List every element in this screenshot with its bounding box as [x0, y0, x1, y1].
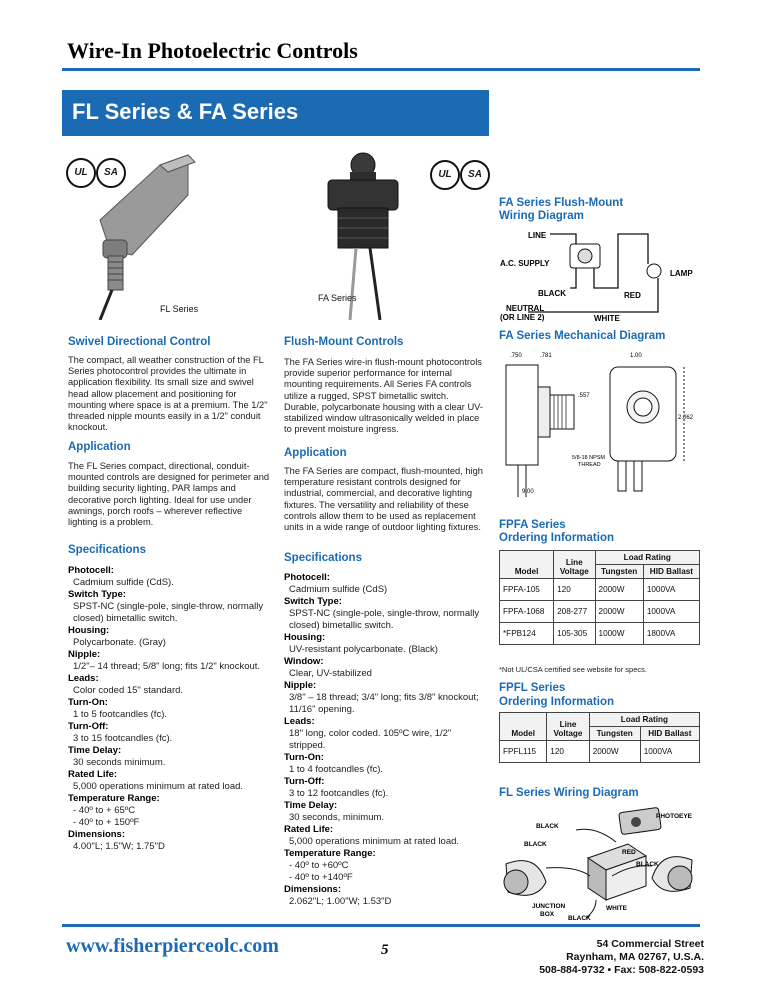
fa-spec-label: Turn-On:: [284, 752, 324, 763]
fl-spec-label: Photocell:: [68, 565, 114, 576]
fa-spec-heading: Specifications: [284, 552, 362, 564]
cell: 2000W: [595, 579, 643, 601]
footer-rule: [62, 924, 700, 927]
dim-label: 1.00: [630, 353, 642, 359]
neutral-line-1: NEUTRAL: [506, 304, 545, 313]
fa-spec-value: 30 seconds, minimum.: [289, 812, 385, 823]
fl-spec-value: Polycarbonate. (Gray): [73, 637, 166, 648]
fa-spec-value: SPST-NC (single-pole, single-throw, normally closed) bimetallic switch.: [289, 608, 480, 631]
fl-specs: [68, 565, 268, 853]
thread-label: [572, 455, 607, 468]
neutral-line-2: (OR LINE 2): [500, 313, 545, 322]
csa-logo-icon: SA: [96, 158, 126, 188]
fl-wire-white: WHITE: [606, 905, 627, 912]
thread-line-1: 5/8-18 NPSM: [572, 455, 606, 461]
fa-mechanical-title: FA Series Mechanical Diagram: [499, 330, 666, 342]
ul-logo-icon-2: UL: [430, 160, 460, 190]
fa-spec-label: Leads:: [284, 716, 315, 727]
fl-image-caption: FL Series: [160, 304, 199, 314]
fl-spec-heading: Specifications: [68, 544, 146, 556]
fa-spec-label: Time Delay:: [284, 800, 338, 811]
fa-spec-value: 18" long, color coded. 105ºC wire, 1/2" stripped.: [289, 728, 452, 751]
table-row: [500, 601, 700, 623]
cell: 1000VA: [643, 579, 699, 601]
cell: 1000VA: [643, 601, 699, 623]
col-model: Model: [500, 551, 554, 579]
fl-spec-label: Temperature Range:: [68, 793, 160, 804]
footer-website-link[interactable]: www.fisherpierceolc.com: [66, 935, 279, 957]
fa-spec-label: Housing:: [284, 632, 326, 643]
fl-spec-label: Dimensions:: [68, 829, 126, 840]
col-tungsten: Tungsten: [589, 727, 640, 741]
fa-wiring-diagram: [498, 226, 700, 324]
fl-spec-value: 5,000 operations minimum at rated load.: [73, 781, 244, 792]
cell: 105-305: [554, 623, 595, 645]
dim-label: .557: [578, 393, 590, 399]
page-number: 5: [381, 942, 389, 958]
fl-wire-red: RED: [622, 849, 636, 856]
fl-spec-label: Housing:: [68, 625, 110, 636]
fl-spec-value: 4.00"L; 1.5"W; 1.75"D: [73, 841, 165, 852]
dim-label: .750: [510, 353, 522, 359]
dim-label: .781: [540, 353, 552, 359]
col-voltage: Line Voltage: [554, 551, 595, 579]
address-line: Raynham, MA 02767, U.S.A.: [566, 951, 704, 963]
csa-logo-icon-2: SA: [460, 160, 490, 190]
col-hid: HID Ballast: [640, 727, 699, 741]
fpfa-title: FPFA Series Ordering Information: [499, 519, 614, 544]
fl-spec-value: 1/2"– 14 thread; 5/8" long; fits 1/2" knockout.: [73, 661, 261, 672]
fa-application: The FA Series are compact, flush-mounted, high temperature resistant controls designed for industrial, commercial, and decorative lighting fixtures. The versatility and reliability of these controls allow them to be used as replacement units in a wide range of outdoor lighting fixtures.: [284, 466, 483, 533]
col-load-rating: Load Rating: [589, 713, 699, 727]
cell: 1000VA: [640, 741, 699, 763]
wire-label-line: LINE: [528, 231, 547, 240]
fl-spec-label: Nipple:: [68, 649, 101, 660]
fl-spec-value: 1 to 5 footcandles (fc).: [73, 709, 167, 720]
fl-wiring-title: FL Series Wiring Diagram: [499, 787, 639, 799]
fa-spec-value: Cadmium sulfide (CdS): [289, 584, 388, 595]
wire-label-red: RED: [624, 291, 641, 300]
fa-spec-label: Photocell:: [284, 572, 330, 583]
fa-spec-label: Temperature Range:: [284, 848, 376, 859]
fa-spec-value: UV-resistant polycarbonate. (Black): [289, 644, 438, 655]
cell: FPFL115: [500, 741, 547, 763]
wire-label-lamp: LAMP: [670, 269, 693, 278]
fl-spec-label: Leads:: [68, 673, 99, 684]
fpfa-ordering-table: [499, 550, 700, 645]
cell: 208-277: [554, 601, 595, 623]
banner-title: FL Series & FA Series: [72, 99, 299, 124]
col-tungsten: Tungsten: [595, 565, 643, 579]
cell: 1800VA: [643, 623, 699, 645]
wire-label-white: WHITE: [594, 314, 620, 323]
wire-label-black: BLACK: [538, 289, 566, 298]
fl-spec-value: 3 to 15 footcandles (fc).: [73, 733, 173, 744]
fa-heading: Flush-Mount Controls: [284, 336, 404, 348]
dim-label: 2.062: [678, 415, 694, 421]
col-voltage: Line Voltage: [547, 713, 589, 741]
fa-spec-value: - 40º to +60ºC - 40º to +140ºF: [289, 860, 353, 883]
address-line: 54 Commercial Street: [596, 938, 704, 950]
ul-logo-icon: UL: [66, 158, 96, 188]
fpfl-title: FPFL Series Ordering Information: [499, 682, 614, 708]
page-title: Wire-In Photoelectric Controls: [67, 38, 358, 63]
fl-application-heading: Application: [68, 441, 131, 453]
fa-spec-label: Turn-Off:: [284, 776, 325, 787]
fl-spec-value: SPST-NC (single-pole, single-throw, normally closed) bimetallic switch.: [73, 601, 264, 624]
fa-spec-value: 1 to 4 footcandles (fc).: [289, 764, 383, 775]
cell: 120: [554, 579, 595, 601]
col-hid: HID Ballast: [643, 565, 699, 579]
fl-spec-value: - 40º to + 65ºC - 40º to + 150ºF: [73, 805, 140, 828]
fl-wire-black: BLACK: [568, 915, 591, 922]
fa-spec-value: 5,000 operations minimum at rated load.: [289, 836, 460, 847]
footer-address: [539, 938, 704, 977]
fa-spec-value: 3/8" – 18 thread; 3/4" long; fits 3/8" knockout; 11/16" opening.: [289, 692, 479, 715]
table-row: [500, 623, 700, 645]
dim-label: 9.00: [522, 489, 534, 495]
fl-spec-label: Turn-On:: [68, 697, 108, 708]
fl-wiring-diagram: [496, 804, 702, 922]
junction-line-2: BOX: [540, 911, 555, 918]
phone-fax: 508-884-9732 • Fax: 508-822-0593: [539, 964, 704, 976]
cell: 1000W: [595, 623, 643, 645]
col-model: Model: [500, 713, 547, 741]
fa-spec-value: 3 to 12 footcandles (fc).: [289, 788, 389, 799]
fl-spec-value: Color coded 15" standard.: [73, 685, 184, 696]
fl-heading: Swivel Directional Control: [68, 336, 211, 348]
fa-specs: [284, 572, 484, 908]
fl-spec-value: 30 seconds minimum.: [73, 757, 166, 768]
thread-line-2: THREAD: [578, 462, 601, 468]
junction-line-1: JUNCTION: [532, 903, 566, 910]
col-load-rating: Load Rating: [595, 551, 699, 565]
series-banner: [62, 90, 489, 136]
fa-intro: The FA Series wire-in flush-mount photocontrols provide superior performance for internal mounting requirements. All Series FA controls utilize a rugged, SPST bimetallic switch. Durable, polycarbonate housing with a clear UV-stabilized window ultrasonically welded in place to prevent moisture ingress.: [284, 357, 483, 435]
fl-spec-label: Rated Life:: [68, 769, 118, 780]
fl-intro: The compact, all weather construction of the FL Series photocontrol provides the ultimate in application flexibility. Its small size and swivel head allow placement and positioning for mounting where space is at a premium. The 1/2" threaded nipple mounts easily in a 1/2" conduit knockout.: [68, 355, 268, 433]
fa-image-caption: FA Series: [318, 293, 357, 303]
cell: FPFA-105: [500, 579, 554, 601]
wire-label-supply: A.C. SUPPLY: [500, 259, 550, 268]
wire-label-neutral: [500, 304, 546, 322]
fa-spec-label: Rated Life:: [284, 824, 334, 835]
cell: *FPB124: [500, 623, 554, 645]
fl-spec-value: Cadmium sulfide (CdS).: [73, 577, 174, 588]
fl-spec-label: Switch Type:: [68, 589, 126, 600]
header-rule: [62, 68, 700, 71]
fa-mechanical-diagram: [498, 347, 700, 503]
fl-junction-label: [532, 903, 567, 918]
fa-spec-value: 2.062"L; 1.00"W; 1.53"D: [289, 896, 392, 907]
fpfa-note: *Not UL/CSA certified see website for specs.: [499, 665, 647, 674]
table-row: [500, 579, 700, 601]
cell: FPFA-1068: [500, 601, 554, 623]
fl-wire-black: BLACK: [636, 861, 659, 868]
fl-wire-photoeye: PHOTOEYE: [656, 813, 693, 820]
cell: 2000W: [589, 741, 640, 763]
fa-spec-label: Dimensions:: [284, 884, 342, 895]
cell: 120: [547, 741, 589, 763]
fa-spec-label: Window:: [284, 656, 324, 667]
fa-spec-label: Nipple:: [284, 680, 317, 691]
fl-wire-black: BLACK: [524, 841, 547, 848]
fl-spec-label: Turn-Off:: [68, 721, 109, 732]
fa-application-heading: Application: [284, 447, 347, 459]
table-row: [500, 741, 700, 763]
fa-spec-label: Switch Type:: [284, 596, 342, 607]
fa-wiring-title: FA Series Flush-Mount Wiring Diagram: [499, 197, 624, 222]
fl-spec-label: Time Delay:: [68, 745, 122, 756]
fa-spec-value: Clear, UV-stabilized: [289, 668, 372, 679]
fl-application: The FL Series compact, directional, conduit-mounted controls are designed for perimeter and building security lighting, PAR lamps and decorative porch lighting. Ideal for use under awnings, porch roofs – wherever reflective lighting is a problem.: [68, 461, 270, 528]
fl-wire-black: BLACK: [536, 823, 559, 830]
fpfl-ordering-table: [499, 712, 700, 763]
cell: 2000W: [595, 601, 643, 623]
